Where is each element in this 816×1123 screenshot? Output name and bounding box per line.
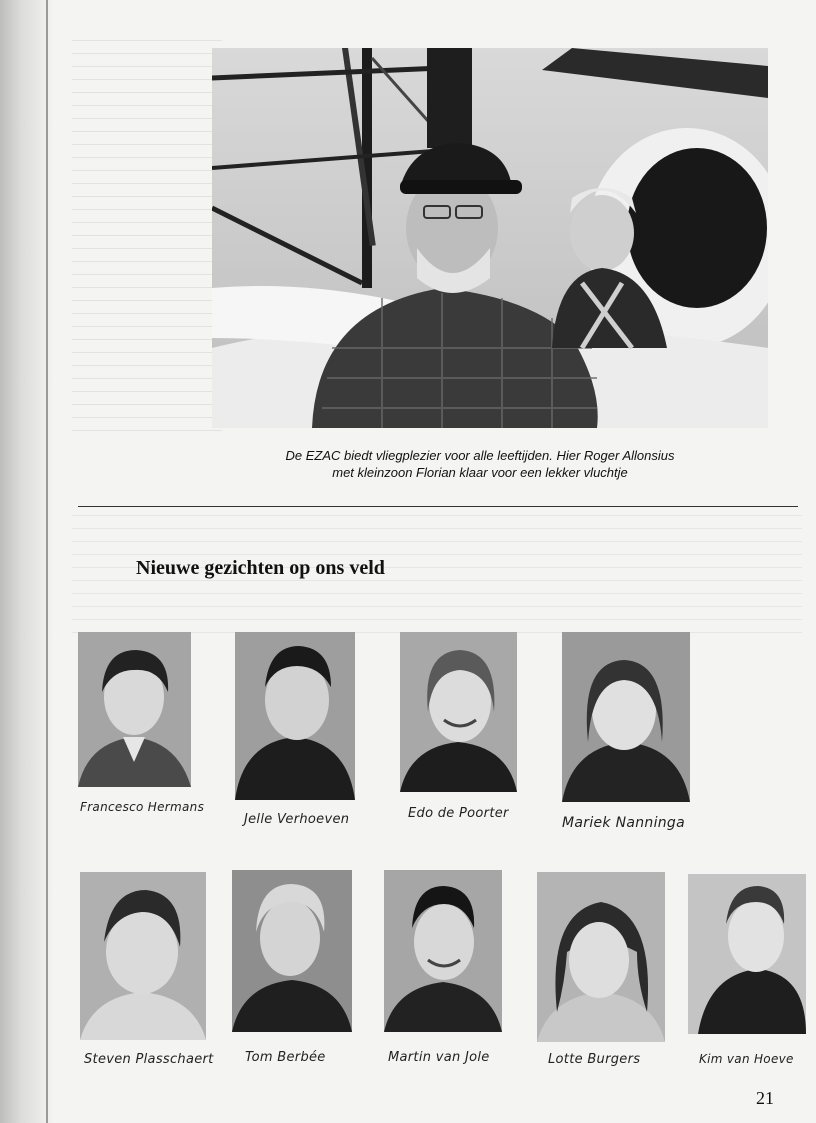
portrait-photo: [688, 874, 806, 1034]
gutter-line: [46, 0, 48, 1123]
page-number: 21: [756, 1088, 774, 1108]
portrait-photo: [400, 632, 517, 792]
portrait-photo: [562, 632, 690, 802]
portrait-name: Jelle Verhoeven: [244, 812, 350, 827]
main-photo: [212, 48, 768, 428]
portrait-name: Lotte Burgers: [548, 1052, 641, 1067]
photo-caption: [230, 447, 730, 481]
portrait-photo: [235, 632, 355, 800]
section-divider: [78, 506, 798, 507]
portrait-name: Kim van Hoeve: [699, 1052, 794, 1066]
portrait-photo: [80, 872, 206, 1040]
portrait-name: Martin van Jole: [388, 1050, 490, 1065]
book-spine: [0, 0, 52, 1123]
section-heading: Nieuwe gezichten op ons veld: [136, 557, 385, 579]
portrait-photo: [78, 632, 191, 787]
portrait-name: Tom Berbée: [245, 1050, 326, 1065]
portrait-name: Steven Plasschaert: [84, 1052, 214, 1067]
caption-line-1: De EZAC biedt vliegplezier voor alle leeftijden. Hier Roger Allonsius: [285, 448, 675, 463]
caption-line-2: met kleinzoon Florian klaar voor een lekker vluchtje: [332, 465, 628, 480]
portrait-photo: [537, 872, 665, 1042]
portrait-photo: [232, 870, 352, 1032]
portrait-name: Francesco Hermans: [80, 800, 205, 814]
portrait-name: Mariek Nanninga: [562, 815, 686, 831]
portrait-photo: [384, 870, 502, 1032]
portrait-name: Edo de Poorter: [408, 806, 509, 821]
show-through-text: [72, 40, 222, 440]
